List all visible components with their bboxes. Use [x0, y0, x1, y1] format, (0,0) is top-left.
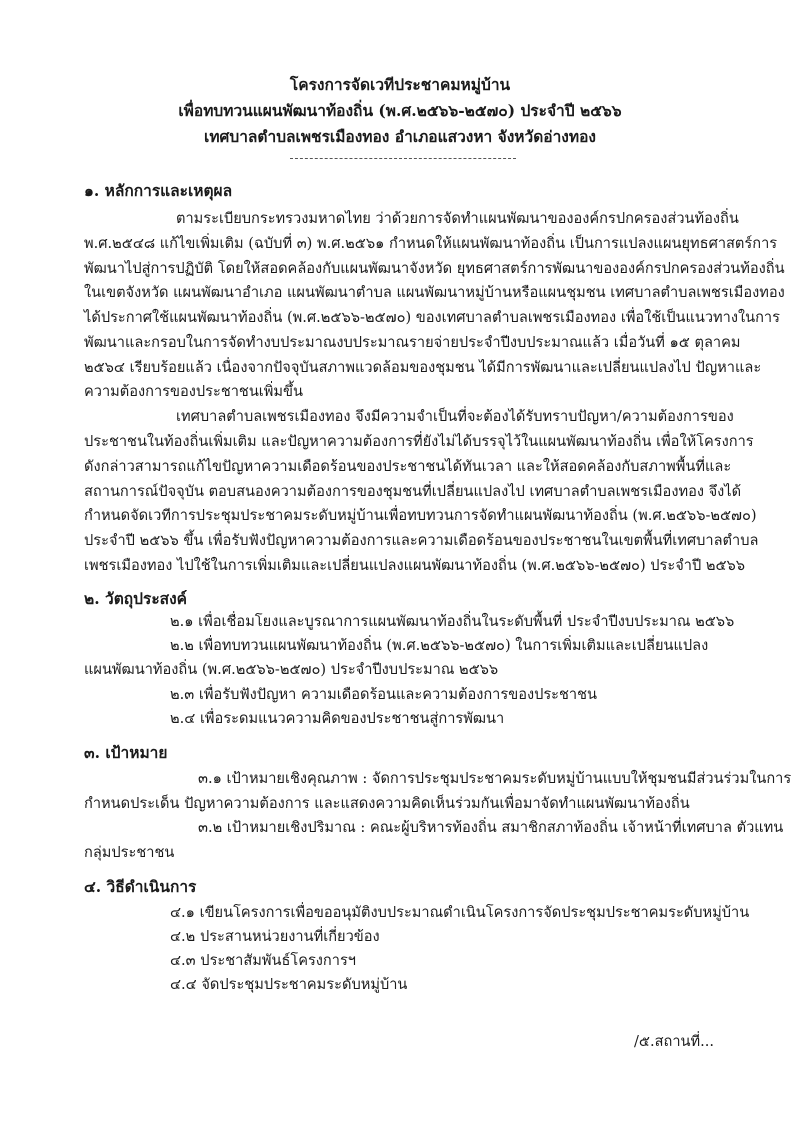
objective-item: ๒.๒ เพื่อทบทวนแผนพัฒนาท้องถิ่น (พ.ศ.๒๕๖๖-๒๕๗๐) ในการเพิ่มเติมและเปลี่ยนแปลง: [170, 637, 709, 654]
section1-line: สถานการณ์ปัจจุบัน ตอบสนองความต้องการของชุมชนที่เปลี่ยนแปลงไป เทศบาลตำบลเพชรเมืองทอง จึงได้: [84, 483, 742, 500]
section1-line: พ.ศ.๒๕๔๘ แก้ไขเพิ่มเติม (ฉบับที่ ๓) พ.ศ.๒๕๖๑ กำหนดให้แผนพัฒนาท้องถิ่น เป็นการแปลงแผนยุทธศาสตร์การ: [84, 235, 778, 252]
objective-item: ๒.๔ เพื่อระดมแนวความคิดของประชาชนสู่การพัฒนา: [170, 710, 505, 727]
title-separator: [290, 158, 516, 159]
target-item-continued: กำหนดประเด็น ปัญหาความต้องการ และแสดงความคิดเห็นร่วมกันเพื่อมาจัดทำแผนพัฒนาท้องถิ่น: [84, 795, 690, 812]
target-item: ๓.๑ เป้าหมายเชิงคุณภาพ : จัดการประชุมประชาคมระดับหมู่บ้านแบบให้ชุมชนมีส่วนร่วมในการ: [198, 770, 792, 787]
project-title: โครงการจัดเวทีประชาคมหมู่บ้าน: [289, 75, 511, 94]
objective-item: ๒.๑ เพื่อเชื่อมโยงและบูรณาการแผนพัฒนาท้องถิ่นในระดับพื้นที่ ประจำปีงบประมาณ ๒๕๖๖: [170, 613, 735, 630]
section1-line: พัฒนาและกรอบในการจัดทำงบประมาณงบประมาณรายจ่ายประจำปีงบประมาณแล้ว เมื่อวันที่ ๑๕ ตุลาคม: [84, 334, 741, 351]
section1-line: ประชาชนในท้องถิ่นเพิ่มเติม และปัญหาความต้องการที่ยังไม่ได้บรรจุไว้ในแผนพัฒนาท้องถิ่น เพื่อให้โครงการ: [84, 433, 754, 450]
section1-line: ดังกล่าวสามารถแก้ไขปัญหาความเดือดร้อนของประชาชนได้ทันเวลา และให้สอดคล้องกับสภาพพื้นที่และ: [84, 458, 732, 475]
objective-item: ๒.๓ เพื่อรับฟังปัญหา ความเดือดร้อนและความต้องการของประชาชน: [170, 686, 598, 703]
target-item: ๓.๒ เป้าหมายเชิงปริมาณ : คณะผู้บริหารท้องถิ่น สมาชิกสภาท้องถิ่น เจ้าหน้าที่เทศบาล ตัวแทน: [198, 819, 784, 836]
method-item: ๔.๔ จัดประชุมประชาคมระดับหมู่บ้าน: [170, 976, 408, 993]
section3-heading: ๓. เป้าหมาย: [84, 743, 168, 762]
section1-heading: ๑. หลักการและเหตุผล: [84, 181, 233, 200]
objective-item-continued: แผนพัฒนาท้องถิ่น (พ.ศ.๒๕๖๖-๒๕๗๐) ประจำปีงบประมาณ ๒๕๖๖: [84, 661, 499, 678]
method-item: ๔.๑ เขียนโครงการเพื่อขออนุมัติงบประมาณดำเนินโครงการจัดประชุมประชาคมระดับหมู่บ้าน: [170, 904, 750, 921]
section1-line: เพชรเมืองทอง ไปใช้ในการเพิ่มเติมและเปลี่ยนแปลงแผนพัฒนาท้องถิ่น (พ.ศ.๒๕๖๖-๒๕๗๐) ประจำปี ๒๕๖๖: [84, 557, 746, 574]
organization-line: เทศบาลตำบลเพชรเมืองทอง อำเภอแสวงหา จังหวัดอ่างทอง: [204, 127, 596, 146]
section1-line: ประจำปี ๒๕๖๖ ขึ้น เพื่อรับฟังปัญหาความต้องการและความเดือดร้อนของประชาชนในเขตพื้นที่เทศบาลตำบล: [84, 532, 759, 549]
section2-heading: ๒. วัตถุประสงค์: [84, 589, 188, 608]
section1-line: ความต้องการของประชาชนเพิ่มขึ้น: [84, 383, 303, 400]
section1-line: ๒๕๖๔ เรียบร้อยแล้ว เนื่องจากปัจจุบันสภาพแวดล้อมของชุมชน ได้มีการพัฒนาและเปลี่ยนแปลงไป ปัญหาและ: [84, 359, 762, 376]
section1-line: กำหนดจัดเวทีการประชุมประชาคมระดับหมู่บ้านเพื่อทบทวนการจัดทำแผนพัฒนาท้องถิ่น (พ.ศ.๒๕๖๖-๒๕๗๐): [84, 507, 757, 524]
section1-line: ได้ประกาศใช้แผนพัฒนาท้องถิ่น (พ.ศ.๒๕๖๖-๒๕๗๐) ของเทศบาลตำบลเพชรเมืองทอง เพื่อใช้เป็นแนวทางในการ: [84, 309, 780, 326]
target-item-continued: กลุ่มประชาชน: [84, 844, 175, 861]
section4-heading: ๔. วิธีดำเนินการ: [84, 877, 197, 896]
section1-line: ในเขตจังหวัด แผนพัฒนาอำเภอ แผนพัฒนาตำบล แผนพัฒนาหมู่บ้านหรือแผนชุมชน เทศบาลตำบลเพชรเมืองทอง: [84, 284, 785, 301]
section1-line: เทศบาลตำบลเพชรเมืองทอง จึงมีความจำเป็นที่จะต้องได้รับทราบปัญหา/ความต้องการของ: [176, 408, 734, 425]
section1-line: พัฒนาไปสู่การปฏิบัติ โดยให้สอดคล้องกับแผนพัฒนาจังหวัด ยุทธศาสตร์การพัฒนาขององค์กรปกครองส่วนท้องถิ่น: [84, 260, 785, 277]
section1-line: ตามระเบียบกระทรวงมหาดไทย ว่าด้วยการจัดทำแผนพัฒนาขององค์กรปกครองส่วนท้องถิ่น: [176, 210, 739, 227]
method-item: ๔.๓ ประชาสัมพันธ์โครงการฯ: [170, 952, 356, 969]
continuation-marker: /๕.สถานที่...: [634, 1033, 715, 1050]
project-subtitle: เพื่อทบทวนแผนพัฒนาท้องถิ่น (พ.ศ.๒๕๖๖-๒๕๗๐) ประจำปี ๒๕๖๖: [178, 101, 622, 120]
method-item: ๔.๒ ประสานหน่วยงานที่เกี่ยวข้อง: [170, 928, 380, 945]
